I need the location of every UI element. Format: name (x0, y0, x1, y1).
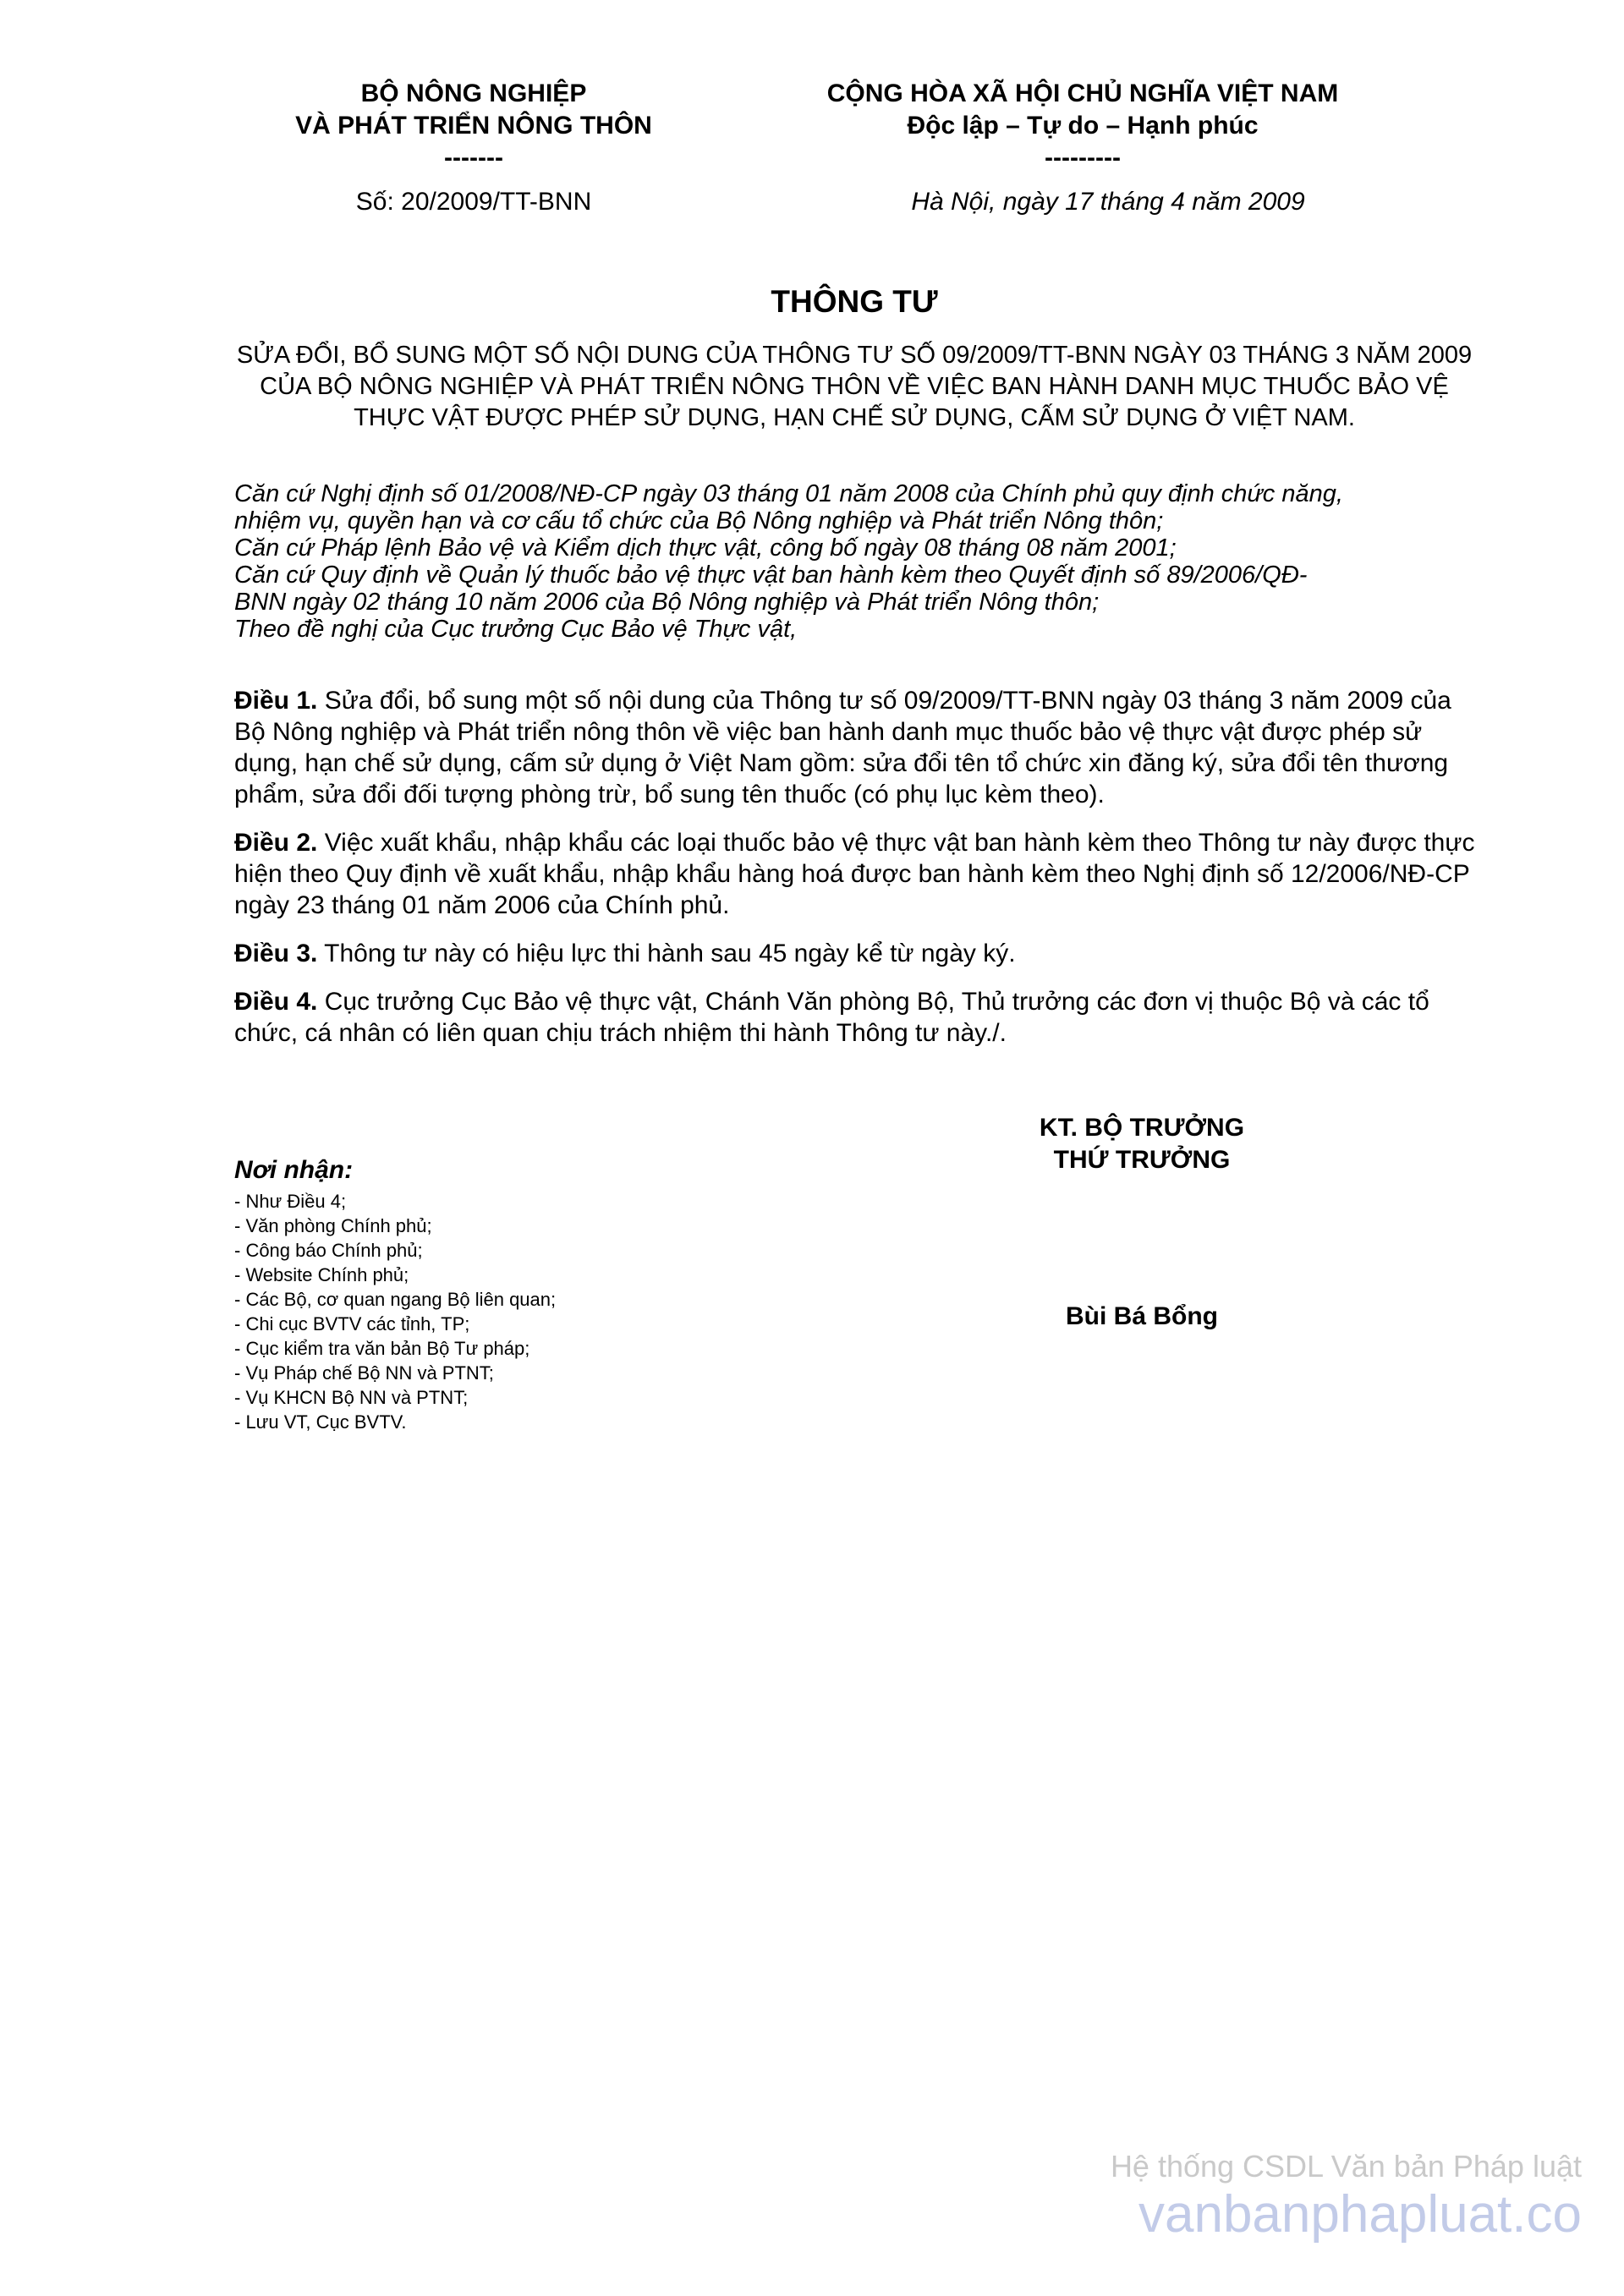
nation-name: CỘNG HÒA XÃ HỘI CHỦ NGHĨA VIỆT NAM (826, 79, 1339, 107)
recipient-item: - Vụ Pháp chế Bộ NN và PTNT; (234, 1362, 494, 1384)
basis-line: BNN ngày 02 tháng 10 năm 2006 của Bộ Nông nghiệp và Phát triển Nông thôn; (234, 589, 1100, 616)
document-number: Số: 20/2009/TT-BNN (355, 188, 592, 216)
ministry-divider: ------- (444, 144, 503, 172)
articles (234, 685, 1486, 1066)
article-label: Điều 3. (234, 940, 318, 967)
article-text: Thông tư này có hiệu lực thi hành sau 45 ngày kể từ ngày ký. (317, 940, 1016, 967)
recipient-item: - Văn phòng Chính phủ; (234, 1215, 432, 1236)
site-watermark (1111, 2148, 1582, 2244)
watermark-line1: Hệ thống CSDL Văn bản Pháp luật (1110, 2149, 1582, 2184)
recipient-item: - Chi cục BVTV các tỉnh, TP; (234, 1313, 470, 1334)
nation-divider: --------- (1045, 144, 1121, 172)
signer-name: Bùi Bá Bổng (1066, 1302, 1218, 1330)
recipient-item: - Lưu VT, Cục BVTV. (234, 1411, 407, 1433)
article-text: Cục trưởng Cục Bảo vệ thực vật, Chánh Văn phòng Bộ, Thủ trưởng các đơn vị thuộc Bộ và các tổ chức, cá nhân có liên quan chịu trách nhiệm thi hành Thông tư này./. (234, 988, 1429, 1047)
recipients-list (234, 1189, 826, 1434)
article-4 (234, 986, 1486, 1049)
recipient-item: - Vụ KHCN Bộ NN và PTNT; (234, 1387, 469, 1408)
nation-motto: Độc lập – Tự do – Hạnh phúc (907, 112, 1259, 140)
signature-role (964, 1112, 1320, 1176)
article-label: Điều 1. (234, 687, 318, 715)
document-subject: SỬA ĐỔI, BỔ SUNG MỘT SỐ NỘI DUNG CỦA THÔNG TƯ SỐ 09/2009/TT-BNN NGÀY 03 THÁNG 3 NĂM 2009 CỦA BỘ NÔNG NGHIỆP VÀ PHÁT TRIỂN NÔNG THÔN VỀ VIỆC BAN HÀNH DANH MỤC THUỐC BẢO VỆ THỰC VẬT ĐƯỢC PHÉP SỬ DỤNG, HẠN CHẾ SỬ DỤNG, CẤM SỬ DỤNG Ở VIỆT NAM. (236, 342, 1473, 431)
basis-line: Theo đề nghị của Cục trưởng Cục Bảo vệ Thực vật, (234, 616, 798, 643)
nation-header (778, 78, 1387, 174)
basis-line: Căn cứ Quy định về Quản lý thuốc bảo vệ thực vật ban hành kèm theo Quyết định số 89/2006/QĐ- (234, 562, 1308, 589)
recipient-item: - Công báo Chính phủ; (234, 1240, 423, 1261)
article-2 (234, 827, 1486, 921)
legal-basis (234, 480, 1503, 643)
basis-line: Căn cứ Pháp lệnh Bảo vệ và Kiểm dịch thực vật, công bố ngày 08 tháng 08 năm 2001; (234, 534, 1177, 562)
recipient-item: - Cục kiểm tra văn bản Bộ Tư pháp; (234, 1338, 530, 1359)
signature-role-line2: THỨ TRƯỞNG (1053, 1146, 1231, 1174)
article-text: Việc xuất khẩu, nhập khẩu các loại thuốc bảo vệ thực vật ban hành kèm theo Thông tư này được thực hiện theo Quy định về xuất khẩu, nhập khẩu hàng hoá được ban hành kèm theo Nghị định số 12/2006/NĐ-CP ngày 23 tháng 01 năm 2006 của Chính phủ. (234, 829, 1475, 919)
article-1 (234, 685, 1486, 810)
recipient-item: - Website Chính phủ; (234, 1264, 409, 1285)
basis-line: Căn cứ Nghị định số 01/2008/NĐ-CP ngày 03 tháng 01 năm 2008 của Chính phủ quy định chức năng, (234, 480, 1343, 507)
ministry-header (279, 78, 668, 174)
article-label: Điều 4. (234, 988, 318, 1016)
signature-role-line1: KT. BỘ TRƯỞNG (1039, 1114, 1245, 1142)
recipient-item: - Các Bộ, cơ quan ngang Bộ liên quan; (234, 1289, 557, 1310)
recipients-title: Nơi nhận: (234, 1156, 354, 1184)
article-text: Sửa đổi, bổ sung một số nội dung của Thông tư số 09/2009/TT-BNN ngày 03 tháng 3 năm 2009 của Bộ Nông nghiệp và Phát triển nông thôn về việc ban hành danh mục thuốc bảo vệ thực vật được phép sử dụng, hạn chế sử dụng, cấm sử dụng ở Việt Nam gồm: sửa đổi tên tổ chức xin đăng ký, sửa đổi tên thương phẩm, sửa đổi đối tượng phòng trừ, bổ sung tên thuốc (có phụ lục kèm theo). (234, 687, 1451, 808)
article-3 (234, 938, 1486, 969)
watermark-line2: vanbanphapluat.co (1138, 2185, 1582, 2244)
basis-line: nhiệm vụ, quyền hạn và cơ cấu tổ chức của Bộ Nông nghiệp và Phát triển Nông thôn; (234, 507, 1164, 534)
ministry-name-line1: BỘ NÔNG NGHIỆP (360, 79, 587, 107)
document-date: Hà Nội, ngày 17 tháng 4 năm 2009 (911, 188, 1305, 216)
recipient-item: - Như Điều 4; (234, 1191, 347, 1212)
ministry-name-line2: VÀ PHÁT TRIỂN NÔNG THÔN (295, 112, 652, 140)
article-label: Điều 2. (234, 829, 318, 857)
document-type-title: THÔNG TƯ (771, 284, 938, 319)
recipients-block (234, 1155, 826, 1434)
